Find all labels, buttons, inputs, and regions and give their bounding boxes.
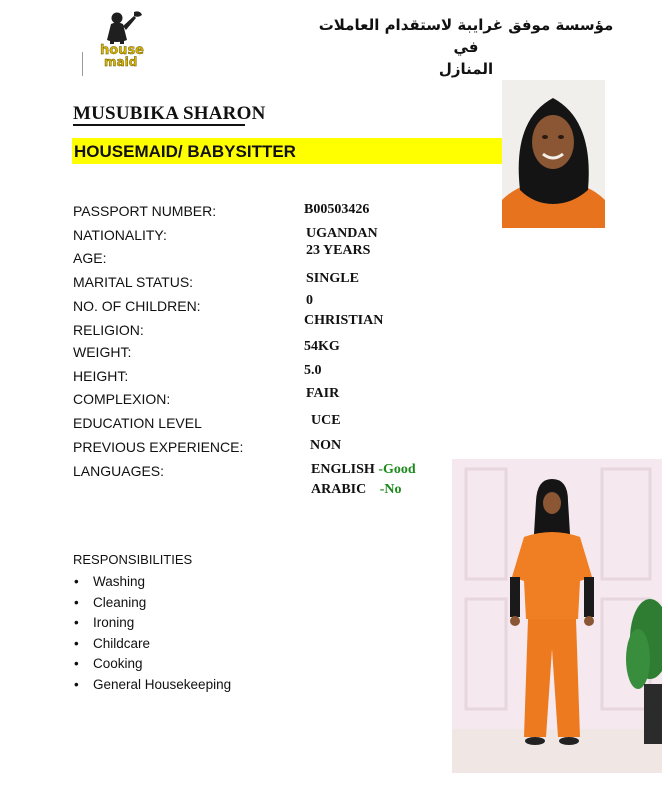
language-name: ENGLISH	[311, 462, 375, 477]
bullet-icon: •	[74, 615, 79, 630]
candidate-name: MUSUBIKA SHARON	[73, 103, 266, 124]
label-height: HEIGHT:	[73, 368, 129, 384]
label-age: AGE:	[73, 250, 107, 266]
list-item: • Washing	[73, 572, 231, 593]
responsibilities-list	[73, 572, 231, 695]
bullet-icon: •	[74, 635, 79, 651]
label-marital-status: MARITAL STATUS:	[73, 274, 194, 290]
value-marital-status: SINGLE	[306, 271, 359, 286]
list-item: • Childcare	[73, 634, 231, 655]
logo-lettering-bottom: maid	[104, 55, 138, 69]
value-nationality: UGANDAN	[306, 226, 378, 241]
value-weight: 54KG	[304, 339, 340, 354]
bullet-icon: •	[74, 594, 79, 610]
value-passport-number: B00503426	[304, 202, 370, 217]
language-row-arabic	[311, 482, 402, 498]
label-nationality: NATIONALITY:	[73, 227, 167, 243]
agency-name-line-1: مؤسسة موفق غرايبة لاستقدام العاملات في	[318, 16, 614, 56]
value-height: 5.0	[304, 363, 322, 378]
agency-name-arabic	[316, 14, 616, 80]
language-level: -No	[379, 482, 402, 497]
language-name: ARABIC	[311, 482, 367, 497]
bullet-icon: •	[74, 574, 79, 589]
language-level: -Good	[378, 462, 416, 477]
logo-lettering-top: house	[100, 43, 144, 58]
label-religion: RELIGION:	[73, 322, 144, 338]
label-previous-experience: PREVIOUS EXPERIENCE:	[73, 439, 244, 455]
label-weight: WEIGHT:	[73, 344, 132, 360]
value-religion: CHRISTIAN	[304, 313, 384, 328]
label-complexion: COMPLEXION:	[73, 391, 171, 407]
value-children: 0	[306, 293, 313, 308]
value-education-level: UCE	[311, 413, 341, 428]
list-item: • Ironing	[73, 613, 231, 634]
list-item: • Cooking	[73, 654, 231, 675]
bullet-icon: •	[74, 676, 79, 692]
bullet-icon: •	[74, 656, 79, 671]
name-underline	[73, 124, 245, 126]
agency-name-line-2: المنازل	[438, 60, 494, 78]
label-children: NO. OF CHILDREN:	[73, 298, 201, 314]
candidate-position: HOUSEMAID/ BABYSITTER	[74, 142, 296, 161]
value-complexion: FAIR	[306, 386, 340, 401]
list-item: • Cleaning	[73, 593, 231, 614]
value-age: 23 YEARS	[306, 243, 371, 258]
full-length-photo	[452, 459, 662, 773]
housemaid-logo	[82, 6, 168, 78]
language-row-english	[311, 462, 416, 478]
label-languages: LANGUAGES:	[73, 463, 165, 479]
responsibilities-heading: RESPONSIBILITIES	[73, 552, 193, 567]
value-previous-experience: NON	[310, 438, 342, 453]
label-education-level: EDUCATION LEVEL	[73, 415, 202, 431]
label-passport-number: PASSPORT NUMBER:	[73, 203, 217, 219]
list-item: • General Housekeeping	[73, 675, 231, 696]
portrait-photo	[502, 80, 605, 228]
